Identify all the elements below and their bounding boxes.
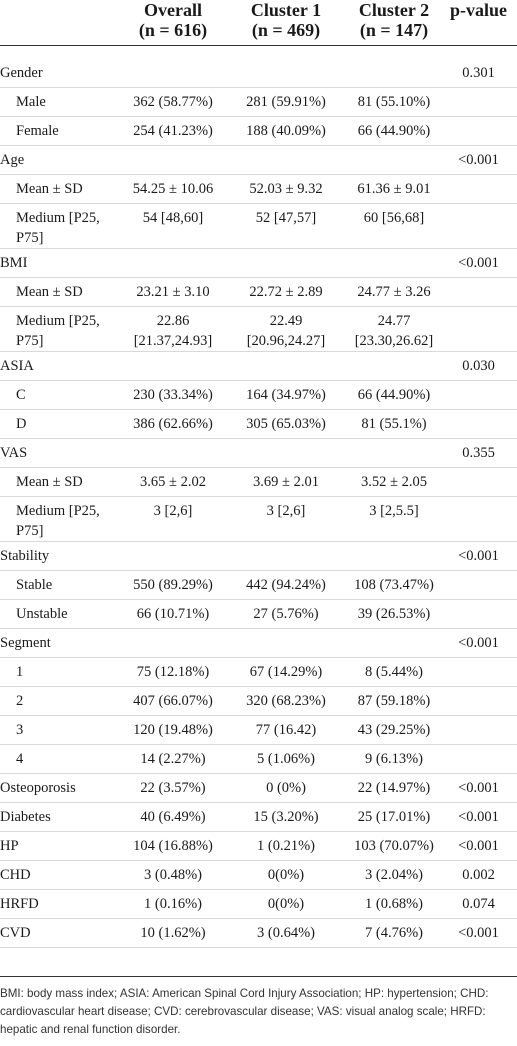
cell-cluster2: 24.77 <box>377 313 411 329</box>
table-row <box>0 352 517 381</box>
table-row <box>0 716 517 745</box>
cell-pvalue: <0.001 <box>458 780 499 796</box>
row-label: Medium [P25, <box>16 313 100 329</box>
row-label: 2 <box>16 693 24 709</box>
table-row <box>0 832 517 861</box>
cell-cluster1: 52 [47,57] <box>255 210 317 226</box>
cell-cluster1: 1 (0.21%) <box>257 838 315 854</box>
cell-cluster2-continued: [23.30,26.62] <box>354 333 434 349</box>
cell-cluster2: 66 (44.90%) <box>357 123 431 139</box>
table-row <box>0 146 517 175</box>
cell-pvalue: 0.030 <box>462 358 495 374</box>
cell-cluster1: 164 (34.97%) <box>246 387 326 403</box>
cell-cluster1: 3 (0.64%) <box>257 925 315 941</box>
row-label: Age <box>0 152 25 168</box>
cell-cluster2: 66 (44.90%) <box>357 387 431 403</box>
cell-overall: 66 (10.71%) <box>136 606 210 622</box>
cell-cluster2: 1 (0.68%) <box>365 896 423 912</box>
cell-cluster2: 81 (55.10%) <box>357 94 431 110</box>
header-pvalue-label: p-value <box>449 0 507 20</box>
row-label: Stable <box>16 577 53 593</box>
row-label: Diabetes <box>0 809 51 825</box>
cell-cluster2: 61.36 ± 9.01 <box>357 181 431 197</box>
table-footnote: BMI: body mass index; ASIA: American Spinal Cord Injury Association; HP: hypertension; CHD: cardiovascular heart disease; CVD: cerebrovascular disease; VAS: visual analog scale; HRFD: hepatic and renal function disorder. <box>0 976 517 1039</box>
header-overall-label: Overall <box>144 0 202 20</box>
table-row <box>0 88 517 117</box>
row-label-continued: P75] <box>16 333 44 349</box>
cell-cluster1: 67 (14.29%) <box>249 664 323 680</box>
row-label: Medium [P25, <box>16 503 100 519</box>
row-label: Mean ± SD <box>16 181 83 197</box>
header-overall <box>106 0 240 40</box>
cell-cluster1: 3.69 ± 2.01 <box>253 474 319 490</box>
cell-overall: 1 (0.16%) <box>144 896 202 912</box>
cell-overall: 254 (41.23%) <box>133 123 213 139</box>
cell-cluster2: 108 (73.47%) <box>354 577 434 593</box>
cell-cluster2: 87 (59.18%) <box>357 693 431 709</box>
table-row <box>0 278 517 307</box>
cell-overall: 3 [2,6] <box>153 503 193 519</box>
cell-overall: 22.86 <box>156 313 190 329</box>
cell-cluster2: 3 (2.04%) <box>365 867 423 883</box>
table-row <box>0 307 517 352</box>
cell-cluster2: 81 (55.1%) <box>361 416 427 432</box>
header-overall-n: (n = 616) <box>138 20 208 40</box>
row-label: CHD <box>0 867 31 883</box>
cell-overall: 550 (89.29%) <box>133 577 213 593</box>
row-label: Medium [P25, <box>16 210 100 226</box>
cell-cluster2: 43 (29.25%) <box>357 722 431 738</box>
cell-pvalue: <0.001 <box>458 838 499 854</box>
cell-pvalue: <0.001 <box>458 925 499 941</box>
table-header <box>0 0 517 46</box>
header-cluster2 <box>334 0 454 40</box>
table-row <box>0 919 517 948</box>
cell-overall: 104 (16.88%) <box>133 838 213 854</box>
row-label: 1 <box>16 664 24 680</box>
table-row <box>0 890 517 919</box>
row-label: D <box>16 416 27 432</box>
row-label: HP <box>0 838 19 854</box>
cell-pvalue: 0.074 <box>462 896 495 912</box>
cell-cluster1: 0(0%) <box>267 867 305 883</box>
cell-cluster2: 39 (26.53%) <box>357 606 431 622</box>
row-label: Unstable <box>16 606 68 622</box>
table-row <box>0 497 517 542</box>
table-row <box>0 803 517 832</box>
cell-cluster1: 52.03 ± 9.32 <box>249 181 323 197</box>
cell-cluster2: 3.52 ± 2.05 <box>361 474 427 490</box>
table-body <box>0 59 517 948</box>
cell-overall-continued: [21.37,24.93] <box>133 333 213 349</box>
cell-overall: 22 (3.57%) <box>140 780 206 796</box>
cell-pvalue: <0.001 <box>458 809 499 825</box>
header-cluster1-n: (n = 469) <box>251 20 321 40</box>
cell-cluster2: 24.77 ± 3.26 <box>357 284 431 300</box>
cell-overall: 40 (6.49%) <box>140 809 206 825</box>
table-row <box>0 600 517 629</box>
table-row <box>0 59 517 88</box>
row-label: HRFD <box>0 896 39 912</box>
cell-cluster2: 8 (5.44%) <box>365 664 423 680</box>
cell-cluster1: 320 (68.23%) <box>246 693 326 709</box>
cell-overall: 54 [48,60] <box>142 210 204 226</box>
cell-pvalue: <0.001 <box>458 635 499 651</box>
row-label: BMI <box>0 255 28 271</box>
cell-overall: 75 (12.18%) <box>136 664 210 680</box>
row-label: ASIA <box>0 358 34 374</box>
cell-cluster2: 7 (4.76%) <box>365 925 423 941</box>
cell-overall: 10 (1.62%) <box>140 925 206 941</box>
cell-cluster1: 188 (40.09%) <box>246 123 326 139</box>
cell-overall: 54.25 ± 10.06 <box>132 181 214 197</box>
table-row <box>0 687 517 716</box>
cell-pvalue: 0.355 <box>462 445 495 461</box>
table-row <box>0 629 517 658</box>
cell-cluster1: 3 [2,6] <box>266 503 306 519</box>
cell-cluster2: 25 (17.01%) <box>357 809 431 825</box>
cell-cluster1: 5 (1.06%) <box>257 751 315 767</box>
table-row <box>0 439 517 468</box>
cell-cluster2: 3 [2,5.5] <box>369 503 419 519</box>
row-label: Female <box>16 123 59 139</box>
row-label: Gender <box>0 65 43 81</box>
cell-cluster1: 27 (5.76%) <box>253 606 319 622</box>
row-label: Mean ± SD <box>16 474 83 490</box>
table-row <box>0 542 517 571</box>
header-cluster1 <box>226 0 346 40</box>
cell-pvalue: <0.001 <box>458 255 499 271</box>
row-label: 3 <box>16 722 24 738</box>
cell-overall: 362 (58.77%) <box>133 94 213 110</box>
cell-pvalue: 0.301 <box>462 65 495 81</box>
cell-cluster1: 15 (3.20%) <box>253 809 319 825</box>
cell-overall: 3 (0.48%) <box>144 867 202 883</box>
cell-cluster1: 305 (65.03%) <box>246 416 326 432</box>
header-cluster1-label: Cluster 1 <box>250 0 322 20</box>
cell-cluster1: 22.72 ± 2.89 <box>249 284 323 300</box>
row-label: 4 <box>16 751 24 767</box>
table-row <box>0 410 517 439</box>
table-row <box>0 175 517 204</box>
row-label: Male <box>16 94 46 110</box>
cell-cluster1: 0 (0%) <box>266 780 306 796</box>
table-row <box>0 774 517 803</box>
cell-pvalue: 0.002 <box>462 867 495 883</box>
cell-cluster1: 22.49 <box>269 313 303 329</box>
row-label: Stability <box>0 548 50 564</box>
table-row <box>0 468 517 497</box>
row-label: CVD <box>0 925 31 941</box>
cell-pvalue: <0.001 <box>458 548 499 564</box>
row-label-continued: P75] <box>16 230 44 246</box>
cell-cluster1: 442 (94.24%) <box>246 577 326 593</box>
cell-cluster2: 9 (6.13%) <box>365 751 423 767</box>
row-label: VAS <box>0 445 28 461</box>
header-cluster2-n: (n = 147) <box>359 20 429 40</box>
cell-overall: 14 (2.27%) <box>140 751 206 767</box>
row-label-continued: P75] <box>16 523 44 539</box>
table-row <box>0 658 517 687</box>
cell-pvalue: <0.001 <box>458 152 499 168</box>
row-label: C <box>16 387 26 403</box>
cell-cluster1-continued: [20.96,24.27] <box>246 333 326 349</box>
table-row <box>0 249 517 278</box>
cell-cluster1: 0(0%) <box>267 896 305 912</box>
row-label: Segment <box>0 635 51 651</box>
row-label: Osteoporosis <box>0 780 76 796</box>
cell-overall: 120 (19.48%) <box>133 722 213 738</box>
cell-overall: 386 (62.66%) <box>133 416 213 432</box>
cell-cluster1: 281 (59.91%) <box>246 94 326 110</box>
cell-cluster2: 60 [56,68] <box>363 210 425 226</box>
cell-overall: 407 (66.07%) <box>133 693 213 709</box>
header-cluster2-label: Cluster 2 <box>358 0 430 20</box>
table-row <box>0 381 517 410</box>
table-row <box>0 745 517 774</box>
table-row <box>0 117 517 146</box>
header-pvalue <box>440 0 517 20</box>
table-row <box>0 204 517 249</box>
cell-cluster2: 103 (70.07%) <box>354 838 434 854</box>
cell-overall: 3.65 ± 2.02 <box>140 474 206 490</box>
cell-overall: 230 (33.34%) <box>133 387 213 403</box>
cell-overall: 23.21 ± 3.10 <box>136 284 210 300</box>
cell-cluster2: 22 (14.97%) <box>357 780 431 796</box>
row-label: Mean ± SD <box>16 284 83 300</box>
table-row <box>0 571 517 600</box>
cell-cluster1: 77 (16.42) <box>255 722 317 738</box>
table-row <box>0 861 517 890</box>
